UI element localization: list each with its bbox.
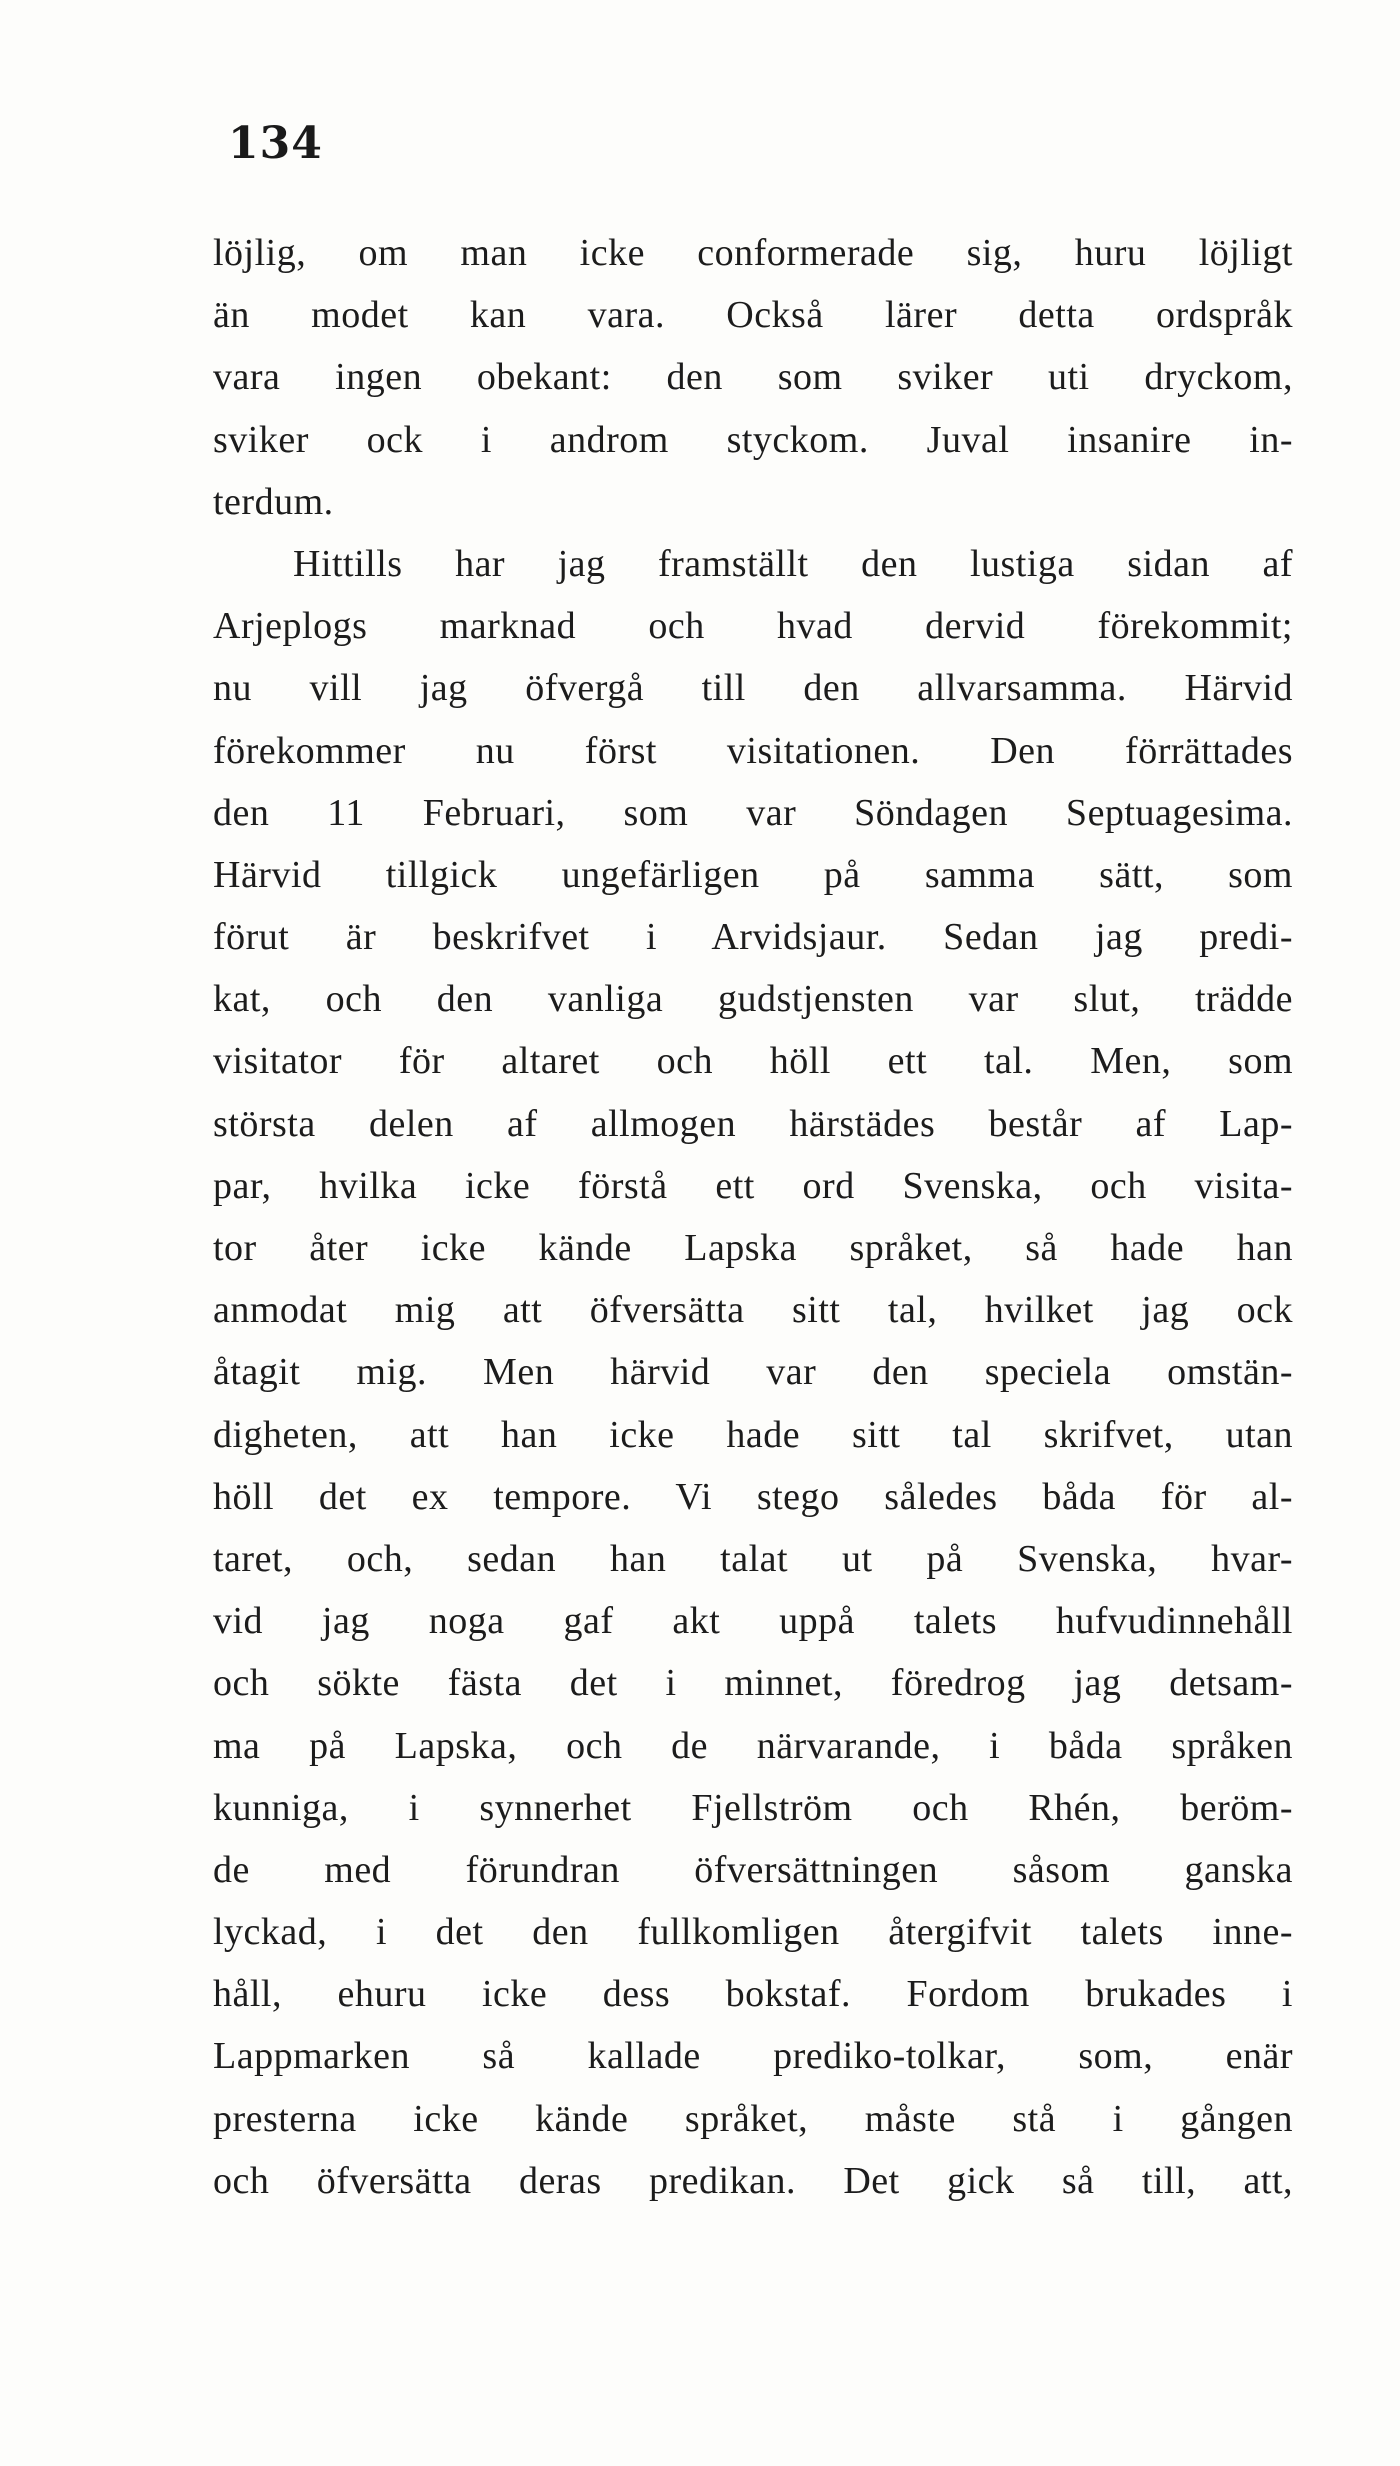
text-line-20: digheten, att han icke hade sitt tal skrifvet, utan — [213, 1413, 1293, 1456]
text-line-8: nu vill jag öfvergå till den allvarsamma. Härvid — [213, 667, 1293, 710]
text-line-28: lyckad, i det den fullkomligen återgifvit talets inne- — [213, 1911, 1293, 1954]
text-line-23: vid jag noga gaf akt uppå talets hufvudinnehåll — [213, 1600, 1293, 1643]
text-line-29: håll, ehuru icke dess bokstaf. Fordom brukades i — [213, 1973, 1293, 2016]
text-line-15: största delen af allmogen härstädes består af Lap- — [213, 1102, 1293, 1145]
text-line-11: Härvid tillgick ungefärligen på samma sätt, som — [213, 853, 1293, 896]
page-number: 134 — [228, 118, 323, 169]
text-line-32: och öfversätta deras predikan. Det gick så till, att, — [213, 2159, 1293, 2202]
text-line-12: förut är beskrifvet i Arvidsjaur. Sedan jag predi- — [213, 916, 1293, 959]
text-line-7: Arjeplogs marknad och hvad dervid förekommit; — [213, 605, 1293, 648]
text-line-17: tor åter icke kände Lapska språket, så hade han — [213, 1227, 1293, 1269]
text-line-16: par, hvilka icke förstå ett ord Svenska, och visita- — [213, 1164, 1293, 1207]
text-line-21: höll det ex tempore. Vi stego således båda för al- — [213, 1475, 1293, 1518]
text-line-14: visitator för altaret och höll ett tal. Men, som — [213, 1040, 1293, 1083]
text-line-6: Hittills har jag framställt den lustiga sidan af — [293, 542, 1293, 585]
text-line-9: förekommer nu först visitationen. Den förrättades — [213, 729, 1293, 772]
text-line-13: kat, och den vanliga gudstjensten var slut, trädde — [213, 978, 1293, 1021]
text-line-26: kunniga, i synnerhet Fjellström och Rhén, beröm- — [213, 1786, 1293, 1829]
text-line-24: och sökte fästa det i minnet, föredrog jag detsam- — [213, 1662, 1293, 1705]
text-line-22: taret, och, sedan han talat ut på Svenska, hvar- — [213, 1537, 1293, 1580]
text-line-30: Lappmarken så kallade prediko-tolkar, som, enär — [213, 2035, 1293, 2078]
body-text — [213, 222, 1293, 2212]
text-line-5: terdum. — [213, 480, 334, 523]
text-line-1: löjlig, om man icke conformerade sig, huru löjligt — [213, 232, 1293, 274]
text-line-27: de med förundran öfversättningen såsom ganska — [213, 1848, 1293, 1891]
text-line-10: den 11 Februari, som var Söndagen Septuagesima. — [213, 791, 1293, 834]
text-line-2: än modet kan vara. Också lärer detta ordspråk — [213, 294, 1293, 337]
text-line-31: presterna icke kände språket, måste stå i gången — [213, 2097, 1293, 2140]
text-line-19: åtagit mig. Men härvid var den speciela omstän- — [213, 1351, 1293, 1394]
text-line-25: ma på Lapska, och de närvarande, i båda språken — [213, 1724, 1293, 1767]
text-line-3: vara ingen obekant: den som sviker uti dryckom, — [213, 356, 1293, 399]
text-line-4: sviker ock i androm styckom. Juval insanire in- — [213, 418, 1293, 461]
text-line-18: anmodat mig att öfversätta sitt tal, hvilket jag ock — [213, 1289, 1293, 1332]
